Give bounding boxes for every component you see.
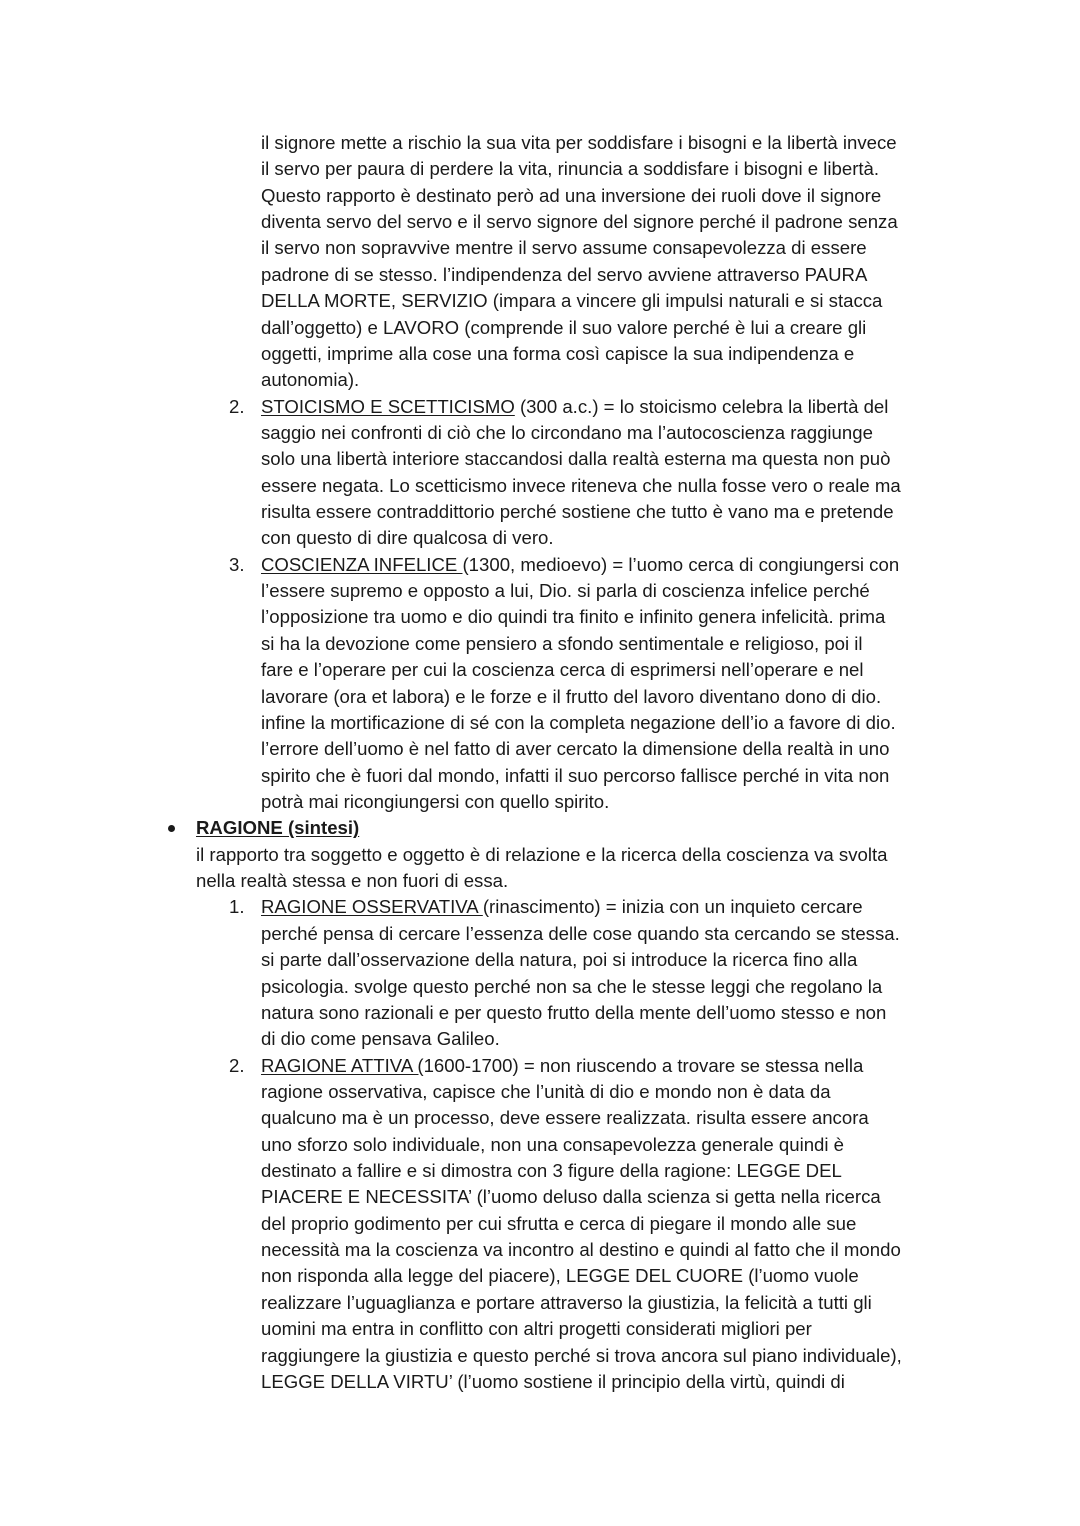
- text-line: [261, 1026, 500, 1052]
- text-line: [261, 1369, 845, 1395]
- text-line: [261, 1237, 901, 1263]
- text-line: [261, 156, 879, 182]
- list-number: 3.: [229, 553, 245, 575]
- text-line: [261, 235, 867, 261]
- text-line: [261, 420, 873, 446]
- text-line: [196, 842, 887, 868]
- item-title: RAGIONE ATTIVA (: [261, 1054, 424, 1076]
- text-line: [261, 1053, 863, 1079]
- line-text: risulta essere contraddittorio perché sostiene che tutto è vano ma e pretende: [261, 501, 894, 523]
- line-text: DELLA MORTE, SERVIZIO (impara a vincere gli impulsi naturali e si stacca: [261, 290, 883, 312]
- line-text: realizzare l’uguaglianza e portare attraverso la giustizia, la felicità a tutti gli: [261, 1291, 872, 1313]
- text-line: [261, 1211, 856, 1237]
- line-text: necessità ma la coscienza va incontro al destino e quindi al fatto che il mondo: [261, 1239, 901, 1261]
- text-line: [261, 736, 889, 762]
- list-number: 1.: [229, 896, 245, 918]
- text-line: [261, 684, 881, 710]
- line-text: spirito che è fuori dal mondo, infatti il suo percorso fallisce perché in vita non: [261, 764, 890, 786]
- text-line: [261, 894, 863, 920]
- text-line: [261, 1184, 881, 1210]
- line-text: uomini ma entra in conflitto con altri progetti considerati migliori per: [261, 1318, 812, 1340]
- line-text: infine la mortificazione di sé con la completa negazione dell’io a favore di dio.: [261, 711, 896, 733]
- line-text: psicologia. svolge questo perché non sa che le stesse leggi che regolano la: [261, 975, 883, 997]
- text-line: [261, 552, 899, 578]
- line-text: destinato a fallire e si dimostra con 3 figure della ragione: LEGGE DEL: [261, 1160, 842, 1182]
- text-line: [261, 341, 854, 367]
- text-line: [261, 789, 609, 815]
- line-text: il servo per paura di perdere la vita, rinuncia a soddisfare i bisogni e libertà.: [261, 158, 880, 180]
- line-text: (1300, medioevo) = l’uomo cerca di congiungersi con: [462, 553, 900, 575]
- line-text: (rinascimento) = inizia con un inquieto cercare: [482, 896, 863, 918]
- line-text: con questo di dire qualcosa di vero.: [261, 527, 554, 549]
- line-text: il signore mette a rischio la sua vita per soddisfare i bisogni e la libertà invece: [261, 132, 897, 153]
- line-text: 1600-1700) = non riuscendo a trovare se stessa nella: [423, 1054, 864, 1076]
- line-text: padrone di se stesso. l’indipendenza del servo avviene attraverso PAURA: [261, 263, 868, 285]
- line-text: raggiungere la giustizia e questo perché si trova ancora sul piano individuale),: [261, 1344, 902, 1366]
- text-line: [261, 921, 900, 947]
- text-line: [261, 209, 898, 235]
- line-text: diventa servo del servo e il servo signore del signore perché il padrone senza: [261, 211, 898, 233]
- text-line: [261, 446, 890, 472]
- line-text: l’errore dell’uomo è nel fatto di aver cercato la dimensione della realtà in uno: [261, 738, 890, 760]
- line-text: oggetti, imprime alla cose una forma così capisce la sua indipendenza e: [261, 342, 855, 364]
- text-line: [261, 1316, 812, 1342]
- item-title: RAGIONE OSSERVATIVA: [261, 896, 483, 918]
- line-text: il servo non sopravvive mentre il servo assume consapevolezza di essere: [261, 237, 867, 259]
- line-text: il rapporto tra soggetto e oggetto è di relazione e la ricerca della coscienza va svolta: [196, 843, 888, 865]
- text-line: [261, 578, 870, 604]
- text-line: [261, 1263, 859, 1289]
- text-line: [261, 473, 901, 499]
- line-text: si parte dall’osservazione della natura, poi si introduce la ricerca fino alla: [261, 949, 858, 971]
- text-line: [261, 525, 554, 551]
- line-text: uno sforzo solo individuale, non una consapevolezza generale quindi è: [261, 1133, 845, 1155]
- text-line: [261, 1105, 869, 1131]
- text-line: [261, 183, 881, 209]
- line-text: lavorare (ora et labora) e le forze e il frutto del lavoro diventano dono di dio.: [261, 685, 882, 707]
- text-line: [261, 262, 867, 288]
- text-line: [196, 868, 508, 894]
- line-text: perché pensa di cercare l’essenza delle cose quando sta cercando se stessa.: [261, 922, 900, 944]
- text-line: [261, 130, 897, 156]
- text-line: [261, 974, 882, 1000]
- text-line: [261, 631, 863, 657]
- text-line: [261, 367, 359, 393]
- list-number: 2.: [229, 395, 245, 417]
- line-text: (300 a.c.) = lo stoicismo celebra la libertà del: [514, 395, 889, 417]
- line-text: solo una libertà interiore staccandosi dalla realtà esterna ma questa non può: [261, 448, 891, 470]
- line-text: non risponda alla legge del piacere), LEGGE DEL CUORE (l’uomo vuole: [261, 1265, 859, 1287]
- text-line: [261, 1132, 844, 1158]
- line-text: PIACERE E NECESSITA’ (l’uomo deluso dalla scienza si getta nella ricerca: [261, 1186, 881, 1208]
- line-text: si ha la devozione come pensiero a sfondo sentimentale e religioso, poi il: [261, 632, 863, 654]
- line-text: del proprio godimento per cui sfrutta e cerca di piegare il mondo alle sue: [261, 1212, 857, 1234]
- text-line: [261, 315, 866, 341]
- line-text: nella realtà stessa e non fuori di essa.: [196, 870, 509, 892]
- text-line: [261, 1290, 872, 1316]
- text-line: [261, 1000, 886, 1026]
- line-text: saggio nei confronti di ciò che lo circondano ma l’autocoscienza raggiunge: [261, 421, 873, 443]
- text-line: [261, 288, 882, 314]
- text-line: [261, 710, 896, 736]
- text-line: [261, 657, 864, 683]
- text-line: [196, 815, 359, 841]
- text-line: [261, 1343, 902, 1369]
- text-line: [261, 394, 888, 420]
- line-text: Questo rapporto è destinato però ad una inversione dei ruoli dove il signore: [261, 184, 882, 206]
- text-line: [261, 1158, 842, 1184]
- item-title: STOICISMO E SCETTICISMO: [261, 395, 515, 417]
- item-title: COSCIENZA INFELICE: [261, 553, 463, 575]
- list-number: 2.: [229, 1054, 245, 1076]
- line-text: fare e l’operare per cui la coscienza cerca di esprimersi nell’operare e nel: [261, 659, 864, 681]
- text-line: [261, 947, 857, 973]
- bullet-icon: [168, 825, 175, 832]
- line-text: dall’oggetto) e LAVORO (comprende il suo valore perché è lui a creare gli: [261, 316, 867, 338]
- text-line: [261, 1079, 831, 1105]
- line-text: essere negata. Lo scetticismo invece riteneva che nulla fosse vero o reale ma: [261, 474, 901, 496]
- line-text: autonomia).: [261, 369, 360, 391]
- line-text: potrà mai ricongiungersi con quello spirito.: [261, 791, 610, 812]
- line-text: qualcuno ma è un processo, deve essere realizzata. risulta essere ancora: [261, 1107, 869, 1129]
- text-line: [261, 763, 889, 789]
- line-text: natura sono razionali e per questo frutto della mente dell’uomo stesso e non: [261, 1001, 887, 1023]
- section-heading: RAGIONE (sintesi): [196, 817, 360, 839]
- text-line: [261, 499, 894, 525]
- line-text: l’essere supremo e opposto a lui, Dio. si parla di coscienza infelice perché: [261, 580, 870, 602]
- line-text: l’opposizione tra uomo e dio quindi tra finito e infinito genera infelicità. prima: [261, 606, 886, 628]
- line-text: ragione osservativa, capisce che l’unità di dio e mondo non è data da: [261, 1080, 831, 1102]
- line-text: di dio come pensava Galileo.: [261, 1028, 500, 1050]
- line-text: LEGGE DELLA VIRTU’ (l’uomo sostiene il principio della virtù, quindi di: [261, 1370, 845, 1392]
- text-line: [261, 604, 885, 630]
